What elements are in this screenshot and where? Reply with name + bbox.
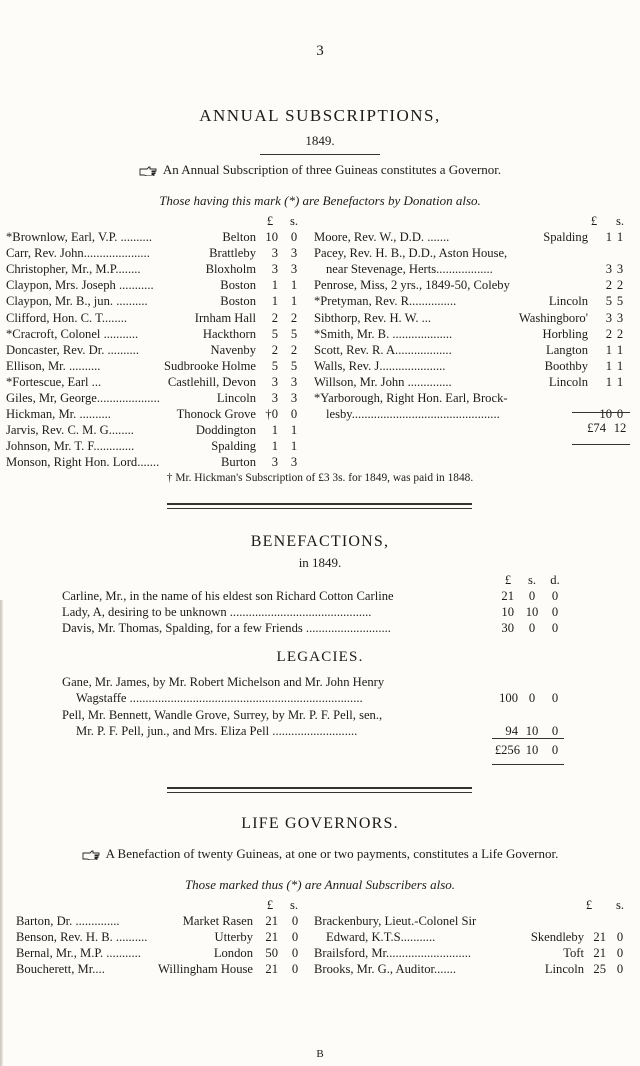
entry-place: Horbling [542,326,588,341]
list-item [314,358,632,374]
list-item [6,358,302,374]
entry-pounds: 2 [592,326,612,342]
entry-place: Washingboro' [518,310,588,325]
list-item [6,326,302,342]
annual-subscriptions-title: ANNUAL SUBSCRIPTIONS, [199,106,441,125]
entry-shillings: 0 [612,406,628,422]
benef-shillings-header: s. [527,573,537,587]
benefaction-d: 0 [551,605,559,619]
entry-name: Bernal, Mr., M.P. ........... [16,946,141,961]
entry-place: Willingham House [158,962,253,977]
entry-shillings: 5 [612,293,628,309]
entry-name: Claypon, Mrs. Joseph ........... [6,278,154,293]
list-item [314,342,632,358]
entry-place: Burton [221,455,256,470]
entry-name: Carr, Rev. John..................... [6,246,150,261]
entry-pounds: 21 [256,929,278,945]
entry-pounds: 1 [592,342,612,358]
entry-place: Bloxholm [205,262,256,277]
benefaction-s: 0 [528,589,536,603]
legacy-line: Wagstaffe .......................................................................... [76,691,363,705]
entry-shillings: 1 [286,438,302,454]
legacy-s: 0 [528,691,536,705]
entry-place: Spalding [211,439,256,454]
page-edge-shadow [0,600,3,1066]
entry-name: Edward, K.T.S........... [326,930,436,945]
list-item [62,604,572,620]
shillings-header-right: s. [615,214,625,228]
entry-shillings: 0 [287,929,303,945]
list-item [6,310,302,326]
entry-name: near Stevenage, Herts.................. [326,262,493,277]
entry-pounds: 2 [258,310,278,326]
entry-shillings: 1 [612,374,628,390]
entry-pounds: 3 [258,245,278,261]
list-item [6,245,302,261]
entry-place: London [213,946,253,961]
legacies-title: LEGACIES. [276,649,364,665]
life-governors-title: LIFE GOVERNORS. [241,815,399,832]
entry-name: Brooks, Mr. G., Auditor....... [314,962,457,977]
entry-pounds: 5 [592,293,612,309]
entry-pounds: 21 [256,961,278,977]
entry-place: Navenby [210,342,256,357]
benef-pence-header: d. [550,573,560,587]
entry-place: Thonock Grove [176,407,256,422]
lg-pounds-header: £ [266,898,274,912]
list-item [314,277,632,293]
entry-name: Willson, Mr. John .............. [314,374,452,389]
legacy-line: Mr. P. F. Pell, jun., and Mrs. Eliza Pell ........................... [76,724,358,738]
entry-name: Pacey, Rev. H. B., D.D., Aston House, [314,246,508,261]
list-item [314,326,632,342]
benefaction-d: 0 [551,589,559,603]
benefactions-title: BENEFACTIONS, [250,533,390,550]
entry-shillings: 3 [286,374,302,390]
legacies-total-pounds: £256 [494,743,520,757]
entry-name: *Brownlow, Earl, V.P. .......... [6,230,153,244]
entry-name: Brailsford, Mr........................... [314,946,472,961]
entry-shillings: 2 [286,342,302,358]
entry-pounds: 3 [258,454,278,470]
annual-total-pounds: £74 [587,421,606,435]
entry-shillings: 0 [612,945,628,961]
entry-place: Toft [563,946,584,961]
legacy-line: Gane, Mr. James, by Mr. Robert Michelson and Mr. John Henry [62,675,385,689]
shillings-header: s. [289,214,299,228]
entry-name: Clifford, Hon. C. T........ [6,310,128,325]
entry-shillings: 0 [286,229,302,245]
entry-place: Langton [546,342,588,357]
entry-pounds: 10 [258,229,278,245]
entry-pounds: 1 [592,358,612,374]
benefactors-mark-note: Those having this mark (*) are Benefactors by Donation also. [159,193,481,208]
benefaction-p: 21 [501,589,514,603]
benefaction-d: 0 [551,621,559,635]
entry-pounds: 1 [258,422,278,438]
entry-pounds: †0 [258,406,278,422]
legacies-total-pence: 0 [551,743,559,757]
list-item [314,390,632,406]
entry-place: Utterby [214,930,253,945]
section-divider-2 [167,787,472,793]
list-item [314,261,632,277]
life-governor-note [0,846,640,862]
entry-place: Lincoln [548,374,588,389]
benefaction-text: Carline, Mr., in the name of his eldest son Richard Cotton Carline [62,589,394,603]
lg-pounds-header-right: £ [585,898,593,912]
entry-place: Boston [220,278,256,293]
governor-note-text: An Annual Subscription of three Guineas constitutes a Governor. [162,162,502,177]
pointing-hand-icon [139,166,157,176]
list-item [6,374,302,390]
entry-place: Spalding [543,230,588,244]
entry-shillings: 1 [612,229,628,245]
entry-pounds: 25 [586,961,606,977]
list-item [6,406,302,422]
entry-pounds: 1 [592,229,612,245]
entry-shillings: 2 [286,310,302,326]
list-item [6,390,302,406]
list-item [314,945,632,961]
entry-pounds: 3 [258,261,278,277]
entry-name: Benson, Rev. H. B. .......... [16,930,148,945]
list-item [314,961,632,977]
entry-shillings: 3 [286,454,302,470]
entry-shillings: 0 [287,961,303,977]
entry-place: Boothby [544,358,588,373]
page-number: 3 [316,43,324,59]
total-rule-top [572,412,630,413]
entry-name: *Pretyman, Rev. R............... [314,294,457,309]
entry-place: Sudbrooke Holme [164,358,256,373]
benefaction-s: 10 [525,605,539,619]
list-item [6,229,302,245]
list-item [16,929,304,945]
entry-shillings: 0 [612,929,628,945]
total-rule-bottom [572,444,630,445]
entry-name: Barton, Dr. .............. [16,914,120,928]
entry-shillings: 0 [287,913,303,929]
list-item [6,422,302,438]
entry-shillings: 5 [286,358,302,374]
entry-place: Lincoln [544,962,584,977]
life-governor-note-text: A Benefaction of twenty Guineas, at one or two payments, constitutes a Life Governor. [105,846,559,861]
entry-shillings: 1 [286,293,302,309]
entry-pounds: 1 [592,374,612,390]
entry-name: Moore, Rev. W., D.D. ....... [314,230,450,244]
entry-shillings: 3 [286,261,302,277]
entry-name: *Fortescue, Earl ... [6,374,102,389]
entry-pounds: 21 [586,945,606,961]
entry-pounds: 1 [258,438,278,454]
annual-subscribers-mark-note: Those marked thus (*) are Annual Subscribers also. [184,877,456,892]
pointing-hand-icon [82,850,100,860]
legacies-total-shillings: 10 [525,743,539,757]
entry-place: Brattleby [209,246,256,261]
entry-name: lesby............................................... [326,407,500,422]
benefaction-p: 10 [501,605,514,619]
section-divider [167,503,472,509]
entry-pounds: 2 [258,342,278,358]
list-item [62,588,572,604]
entry-place: Irnham Hall [194,310,256,325]
lg-shillings-header-right: s. [615,898,625,912]
entry-name: Claypon, Mr. B., jun. .......... [6,294,148,309]
entry-name: Boucherett, Mr.... [16,962,105,977]
legacy-p: 94 [505,724,518,738]
entry-name: Johnson, Mr. T. F............. [6,439,135,454]
entry-name: Doncaster, Rev. Dr. .......... [6,342,139,357]
entry-shillings: 1 [286,422,302,438]
list-item [62,690,572,706]
entry-shillings: 1 [286,277,302,293]
footnote: † Mr. Hickman's Subscription of £3 3s. for 1849, was paid in 1848. [166,472,474,484]
entry-name: Jarvis, Rev. C. M. G........ [6,423,134,438]
legacies-total-rule-bottom [492,764,564,765]
governor-note [0,162,640,178]
legacies-total-rule-top [492,738,564,739]
pounds-header-right: £ [590,214,598,228]
benefaction-text: Lady, A, desiring to be unknown ............................................. [62,605,372,619]
list-item [314,374,632,390]
annual-subscriptions-year: 1849. [305,133,335,148]
entry-name: Ellison, Mr. .......... [6,358,101,373]
legacy-d: 0 [551,691,559,705]
entry-name: Hickman, Mr. .......... [6,407,111,422]
pounds-header: £ [266,214,274,228]
entry-pounds: 5 [258,326,278,342]
entry-shillings: 0 [286,406,302,422]
entry-shillings: 3 [612,310,628,326]
entry-pounds: 3 [592,310,612,326]
list-item [6,438,302,454]
divider [260,154,380,155]
entry-pounds: 3 [592,261,612,277]
entry-pounds: 3 [258,390,278,406]
list-item [62,620,572,636]
annual-total-shillings: 12 [613,421,627,435]
entry-shillings: 1 [612,342,628,358]
entry-place: Belton [222,230,256,244]
entry-shillings: 5 [286,326,302,342]
list-item [6,261,302,277]
entry-place: Lincoln [216,391,256,405]
benef-pounds-header: £ [504,573,512,587]
entry-shillings: 3 [286,390,302,406]
entry-name: Sibthorp, Rev. H. W. ... [314,310,432,325]
entry-place: Lincoln [548,294,588,309]
benefaction-s: 0 [528,621,536,635]
entry-name: Monson, Right Hon. Lord....... [6,455,160,470]
entry-shillings: 1 [612,358,628,374]
entry-place: Castlehill, Devon [167,374,256,389]
entry-name: Penrose, Miss, 2 yrs., 1849-50, Coleby [314,278,510,293]
entry-pounds: 3 [258,374,278,390]
entry-place: Boston [220,294,256,309]
entry-shillings: 2 [612,277,628,293]
entry-place: Doddington [195,423,256,438]
list-item [16,961,304,977]
list-item [314,229,632,245]
benefaction-text: Davis, Mr. Thomas, Spalding, for a few Friends ........................... [62,621,391,635]
entry-pounds: 2 [592,277,612,293]
entry-name: *Cracroft, Colonel ........... [6,326,139,341]
entry-pounds: 1 [258,293,278,309]
list-item [16,945,304,961]
legacy-p: 100 [499,691,518,705]
entry-shillings: 0 [612,961,628,977]
list-item [6,342,302,358]
list-item [314,245,632,261]
list-item [314,929,632,945]
entry-pounds: 10 [592,406,612,422]
entry-name: *Yarborough, Right Hon. Earl, Brock- [314,391,508,405]
list-item [6,293,302,309]
list-item [314,310,632,326]
list-item [6,454,302,470]
lg-shillings-header: s. [289,898,299,912]
signature-mark: B [316,1048,324,1060]
entry-pounds: 21 [586,929,606,945]
legacy-d: 0 [551,724,559,738]
entry-shillings: 0 [287,945,303,961]
benefactions-year: in 1849. [298,555,342,570]
entry-name: *Smith, Mr. B. ................... [314,326,453,341]
entry-pounds: 1 [258,277,278,293]
entry-pounds: 50 [256,945,278,961]
legacy-s: 10 [525,724,539,738]
list-item [314,913,632,929]
entry-name: Giles, Mr, George.................... [6,391,160,405]
entry-shillings: 3 [286,245,302,261]
entry-shillings: 2 [612,326,628,342]
entry-place: Market Rasen [182,914,253,928]
benefaction-p: 30 [501,621,514,635]
entry-shillings: 3 [612,261,628,277]
legacy-line: Pell, Mr. Bennett, Wandle Grove, Surrey, by Mr. P. F. Pell, sen., [62,708,383,722]
list-item [62,723,572,739]
entry-pounds: 5 [258,358,278,374]
entry-name: Christopher, Mr., M.P........ [6,262,141,277]
entry-place: Skendleby [530,930,584,945]
entry-name: Scott, Rev. R. A.................. [314,342,452,357]
list-item [314,293,632,309]
entry-place: Hackthorn [202,326,256,341]
entry-name: Walls, Rev. J..................... [314,358,446,373]
entry-pounds: 21 [256,913,278,929]
entry-name: Brackenbury, Lieut.-Colonel Sir [314,914,477,928]
list-item [6,277,302,293]
list-item [16,913,304,929]
